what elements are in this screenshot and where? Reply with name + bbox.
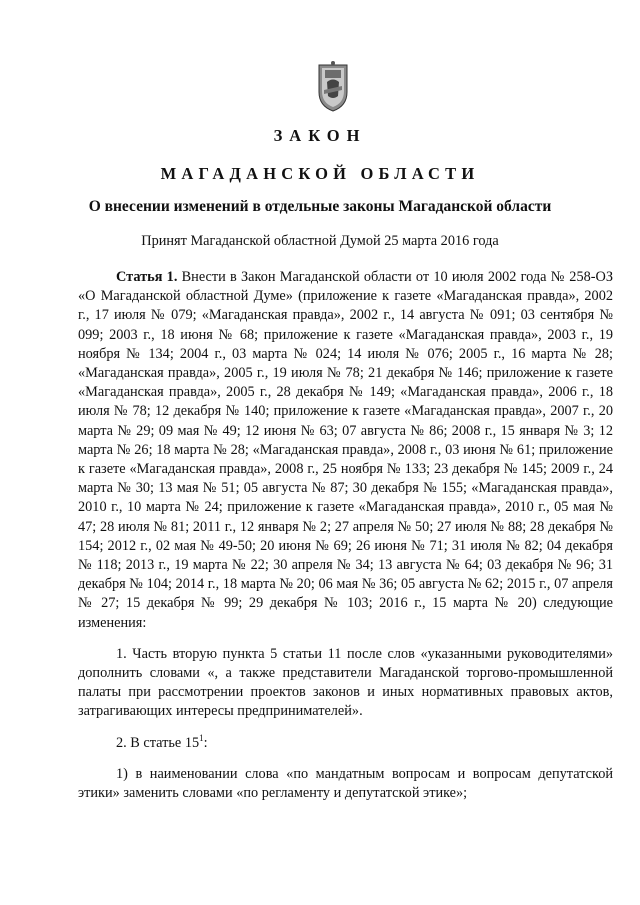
adoption-line: Принят Магаданской областной Думой 25 марта 2016 года bbox=[141, 233, 499, 249]
item-1: 1. Часть вторую пункта 5 статьи 11 после слов «указанными руководителями» дополнить словами «, а также представители Магаданской торгово-промышленной палаты при рассмотрении проектов законов и иных нормативных правовых актов, затрагивающих интересы предпринимателей». bbox=[78, 645, 613, 720]
document-type: ЗАКОН bbox=[273, 126, 367, 145]
document-body bbox=[78, 268, 613, 803]
article-1 bbox=[78, 268, 613, 633]
article-1-text: Внести в Закон Магаданской области от 10 июля 2002 года № 258-ОЗ «О Магаданской областной Думе» (приложение к газете «Магаданская правда», 2002 г., 17 июля № 079; «Магаданская правда», 2002 г., 14 августа № 091; 03 сентября № 099; 2003 г., 18 июня № 68; приложение к газете «Магаданская правда», 2003 г., 19 ноября № 134; 2004 г., 03 марта № 024; 14 июля № 076; 2005 г., 16 марта № 28; «Магаданская правда», 2005 г., 19 июля № 78; 21 декабря № 146; приложение к газете «Магаданская правда», 2005 г., 28 декабря № 149; «Магаданская правда», 2006 г., 18 июля № 78; 12 декабря № 140; приложение к газете «Магаданская правда», 2007 г., 20 марта № 29; 09 мая № 49; 12 июня № 63; 07 августа № 86; 2008 г., 15 января № 3; 12 марта № 26; 18 марта № 28; «Магаданская правда», 2008 г., 03 июня № 61; приложение к газете «Магаданская правда», 2008 г., 25 ноября № 133; 23 декабря № 145; 2009 г., 24 марта № 30; 13 мая № 51; 05 августа № 87; 30 декабря № 155; «Магаданская правда», 2010 г., 10 марта № 24; приложение к газете «Магаданская правда», 2010 г., 05 мая № 47; 28 июля № 81; 2011 г., 12 января № 2; 27 апреля № 50; 27 июля № 88; 28 декабря № 154; 2012 г., 02 мая № 49-50; 20 июня № 69; 26 июня № 71; 31 июля № 82; 04 декабря № 118; 2013 г., 19 марта № 22; 30 апреля № 34; 13 августа № 64; 03 декабря № 96; 31 декабря № 104; 2014 г., 18 марта № 20; 06 мая № 36; 05 августа № 62; 2015 г., 07 апреля № 27; 15 декабря № 99; 29 декабря № 103; 2016 г., 15 марта № 20) следующие изменения: bbox=[78, 269, 613, 631]
region-name: МАГАДАНСКОЙ ОБЛАСТИ bbox=[160, 164, 480, 183]
subitem-1: 1) в наименовании слова «по мандатным вопросам и вопросам депутатской этики» заменить словами «по регламенту и депутатской этике»; bbox=[78, 765, 613, 802]
item-2-superscript: 1 bbox=[199, 732, 204, 743]
article-1-label: Статья 1. bbox=[116, 269, 178, 285]
law-title: О внесении изменений в отдельные законы Магаданской области bbox=[88, 198, 552, 215]
item-2-prefix: 2. В статье 15 bbox=[116, 734, 200, 751]
coat-of-arms-icon bbox=[318, 60, 348, 112]
item-2-suffix: : bbox=[203, 734, 208, 751]
item-2 bbox=[78, 734, 613, 753]
